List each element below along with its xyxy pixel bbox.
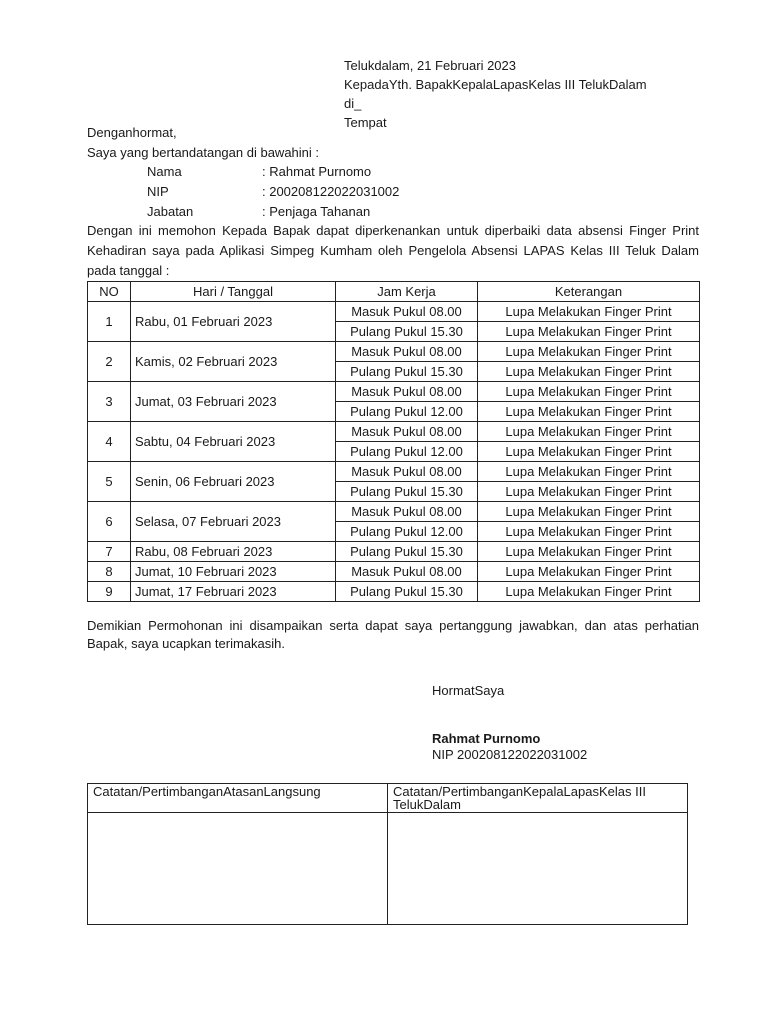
recipient-place: Tempat xyxy=(344,115,387,130)
identity-row-nip xyxy=(87,182,400,202)
notes-box-supervisor xyxy=(88,813,388,925)
identity-key: NIP xyxy=(147,184,169,199)
row-hours: Masuk Pukul 08.00 xyxy=(336,502,478,522)
notes-header-head-of-prison: Catatan/PertimbanganKepalaLapasKelas III TelukDalam xyxy=(388,784,688,813)
identity-row-jabatan xyxy=(87,202,371,222)
row-hours: Pulang Pukul 15.30 xyxy=(336,482,478,502)
signature-greeting: HormatSaya xyxy=(432,683,505,698)
row-hours: Pulang Pukul 15.30 xyxy=(336,582,478,602)
table-row xyxy=(88,422,700,442)
row-date: Jumat, 03 Februari 2023 xyxy=(131,382,336,422)
row-number: 5 xyxy=(88,462,131,502)
row-date: Sabtu, 04 Februari 2023 xyxy=(131,422,336,462)
row-date: Kamis, 02 Februari 2023 xyxy=(131,342,336,382)
row-note: Lupa Melakukan Finger Print xyxy=(478,382,700,402)
table-row xyxy=(88,302,700,322)
row-number: 8 xyxy=(88,562,131,582)
row-date: Senin, 06 Februari 2023 xyxy=(131,462,336,502)
notes-table xyxy=(87,783,688,925)
row-hours: Pulang Pukul 12.00 xyxy=(336,522,478,542)
table-row xyxy=(88,542,700,562)
closing-paragraph: Demikian Permohonan ini disampaikan serta dapat saya pertanggung jawabkan, dan atas perhatian Bapak, saya ucapkan terimakasih. xyxy=(87,618,699,651)
row-date: Jumat, 10 Februari 2023 xyxy=(131,562,336,582)
notes-header-row xyxy=(88,784,688,813)
row-note: Lupa Melakukan Finger Print xyxy=(478,542,700,562)
row-number: 2 xyxy=(88,342,131,382)
row-note: Lupa Melakukan Finger Print xyxy=(478,402,700,422)
notes-header-supervisor: Catatan/PertimbanganAtasanLangsung xyxy=(88,784,388,813)
signature-block xyxy=(432,682,587,763)
row-hours: Pulang Pukul 15.30 xyxy=(336,362,478,382)
row-note: Lupa Melakukan Finger Print xyxy=(478,442,700,462)
row-note: Lupa Melakukan Finger Print xyxy=(478,422,700,442)
row-hours: Masuk Pukul 08.00 xyxy=(336,562,478,582)
row-hours: Pulang Pukul 12.00 xyxy=(336,442,478,462)
table-row xyxy=(88,562,700,582)
row-number: 4 xyxy=(88,422,131,462)
table-row xyxy=(88,342,700,362)
row-hours: Pulang Pukul 12.00 xyxy=(336,402,478,422)
row-number: 6 xyxy=(88,502,131,542)
row-number: 1 xyxy=(88,302,131,342)
row-date: Jumat, 17 Februari 2023 xyxy=(131,582,336,602)
notes-box-head-of-prison xyxy=(388,813,688,925)
row-note: Lupa Melakukan Finger Print xyxy=(478,342,700,362)
identity-key: Jabatan xyxy=(147,204,194,219)
identity-key: Nama xyxy=(147,164,182,179)
table-row xyxy=(88,502,700,522)
row-number: 3 xyxy=(88,382,131,422)
row-note: Lupa Melakukan Finger Print xyxy=(478,322,700,342)
signature-nip: NIP 200208122022031002 xyxy=(432,747,588,762)
row-note: Lupa Melakukan Finger Print xyxy=(478,522,700,542)
row-note: Lupa Melakukan Finger Print xyxy=(478,482,700,502)
row-hours: Masuk Pukul 08.00 xyxy=(336,382,478,402)
table-row xyxy=(88,382,700,402)
row-date: Selasa, 07 Februari 2023 xyxy=(131,502,336,542)
row-hours: Masuk Pukul 08.00 xyxy=(336,342,478,362)
row-number: 9 xyxy=(88,582,131,602)
identity-value: : Rahmat Purnomo xyxy=(262,164,372,179)
identity-value: : Penjaga Tahanan xyxy=(262,204,371,219)
identity-row-name xyxy=(87,162,372,182)
identity-value: : 200208122022031002 xyxy=(262,184,400,199)
row-note: Lupa Melakukan Finger Print xyxy=(478,502,700,522)
recipient: KepadaYth. BapakKepalaLapasKelas III TelukDalam xyxy=(344,77,647,92)
signer-identity xyxy=(87,143,400,222)
notes-body-row xyxy=(88,813,688,925)
table-row xyxy=(88,462,700,482)
row-date: Rabu, 08 Februari 2023 xyxy=(131,542,336,562)
row-hours: Masuk Pukul 08.00 xyxy=(336,422,478,442)
signature-name: Rahmat Purnomo xyxy=(432,731,541,746)
row-note: Lupa Melakukan Finger Print xyxy=(478,582,700,602)
row-note: Lupa Melakukan Finger Print xyxy=(478,302,700,322)
row-hours: Pulang Pukul 15.30 xyxy=(336,542,478,562)
row-note: Lupa Melakukan Finger Print xyxy=(478,362,700,382)
attendance-table xyxy=(87,281,700,602)
row-hours: Pulang Pukul 15.30 xyxy=(336,322,478,342)
row-note: Lupa Melakukan Finger Print xyxy=(478,462,700,482)
column-header-no: NO xyxy=(88,282,131,302)
salutation: Denganhormat, xyxy=(87,125,177,140)
signer-intro: Saya yang bertandatangan di bawahini : xyxy=(87,145,320,160)
column-header-hours: Jam Kerja xyxy=(336,282,478,302)
column-header-date: Hari / Tanggal xyxy=(131,282,336,302)
intro-paragraph: Dengan ini memohon Kepada Bapak dapat diperkenankan untuk diperbaiki data absensi Finger Print Kehadiran saya pada Aplikasi Simpeg Kumham oleh Pengelola Absensi LAPAS Kelas III Teluk Dalam pada tanggal : xyxy=(87,223,699,278)
letter-header xyxy=(344,56,647,132)
column-header-note: Keterangan xyxy=(478,282,700,302)
place-date: Telukdalam, 21 Februari 2023 xyxy=(344,58,516,73)
row-note: Lupa Melakukan Finger Print xyxy=(478,562,700,582)
table-row xyxy=(88,582,700,602)
table-header-row xyxy=(88,282,700,302)
recipient-at: di_ xyxy=(344,96,362,111)
row-hours: Masuk Pukul 08.00 xyxy=(336,302,478,322)
row-date: Rabu, 01 Februari 2023 xyxy=(131,302,336,342)
row-hours: Masuk Pukul 08.00 xyxy=(336,462,478,482)
row-number: 7 xyxy=(88,542,131,562)
